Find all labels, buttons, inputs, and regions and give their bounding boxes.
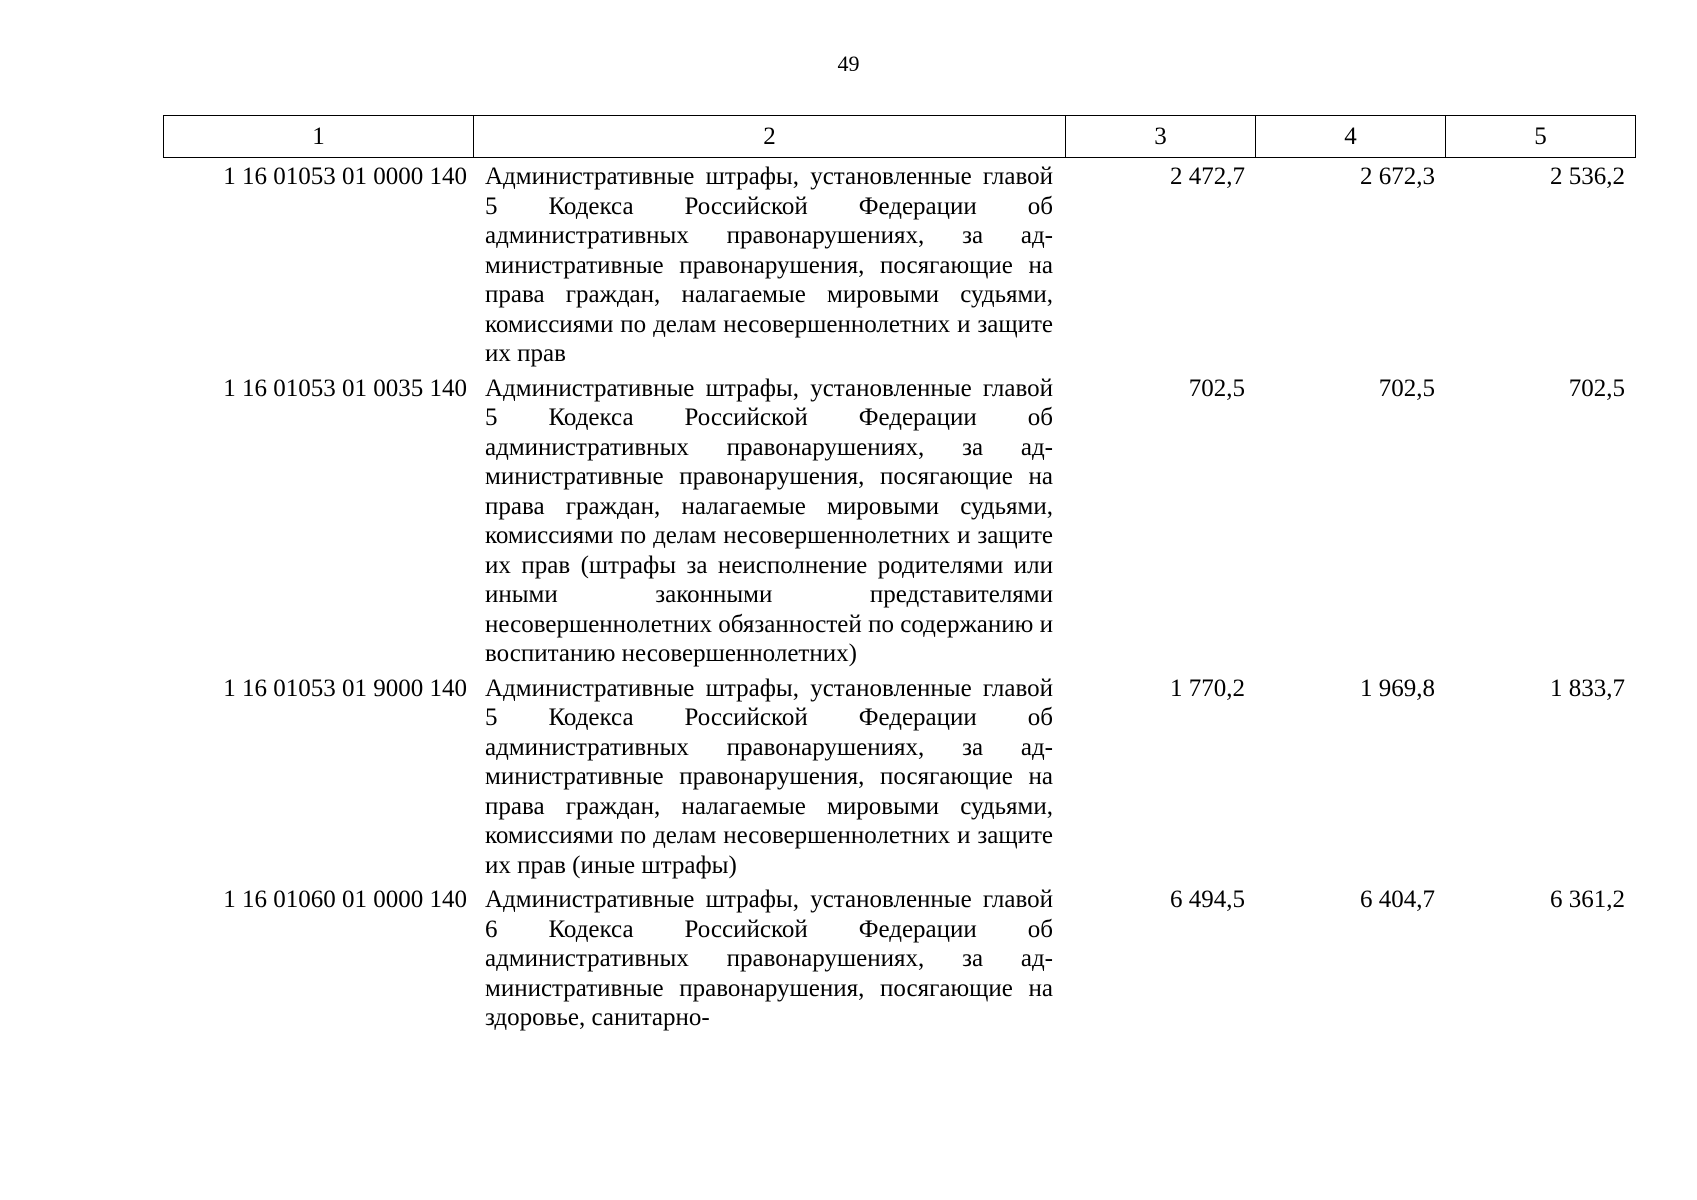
table-row	[163, 885, 1635, 1033]
row-value-col5: 1 833,7	[1550, 674, 1625, 702]
row-description: Административные штрафы, установленные главой 5 Кодекса Российской Федерации об административных правонарушениях, за административные правонарушения, посягающие на права граждан, налагаемые мировыми судьями, комиссиями по делам несовершеннолетних и защите их прав (штрафы за неисполнение родителями или иными законными представителями несовершеннолетних обязанностей по содержанию и воспитанию несовершеннолетних)	[485, 374, 1053, 667]
table-row	[163, 162, 1635, 369]
row-value-col5: 2 536,2	[1550, 163, 1625, 190]
row-code: 1 16 01053 01 0000 140	[223, 163, 467, 190]
row-value-col5: 702,5	[1568, 374, 1625, 402]
header-cell-4: 4	[1256, 116, 1446, 158]
row-value-col3: 6 494,5	[1170, 886, 1245, 913]
row-code: 1 16 01060 01 0000 140	[223, 886, 467, 913]
table-header	[163, 115, 1636, 158]
row-value-col3: 702,5	[1188, 374, 1245, 402]
row-value-col4: 702,5	[1378, 374, 1435, 402]
row-value-col4: 6 404,7	[1360, 886, 1435, 913]
header-cell-2: 2	[474, 116, 1066, 158]
row-code: 1 16 01053 01 9000 140	[223, 674, 467, 702]
row-value-col3: 2 472,7	[1170, 163, 1245, 190]
table-row	[163, 374, 1635, 669]
header-cell-3: 3	[1066, 116, 1256, 158]
row-value-col5: 6 361,2	[1550, 886, 1625, 913]
header-cell-1: 1	[164, 116, 474, 158]
table-row	[163, 674, 1635, 881]
row-value-col3: 1 770,2	[1170, 674, 1245, 702]
row-description: Административные штрафы, установленные главой 6 Кодекса Российской Федерации об административных правонарушениях, за административные правонарушения, посягающие на здоровье, санитарно-	[485, 886, 1053, 1031]
row-code: 1 16 01053 01 0035 140	[223, 374, 467, 402]
row-value-col4: 1 969,8	[1360, 674, 1435, 702]
row-description: Административные штрафы, установленные главой 5 Кодекса Российской Федерации об административных правонарушениях, за административные правонарушения, посягающие на права граждан, налагаемые мировыми судьями, комиссиями по делам несовершеннолетних и защите их прав	[485, 163, 1053, 367]
header-cell-5: 5	[1446, 116, 1636, 158]
row-value-col4: 2 672,3	[1360, 163, 1435, 190]
row-description: Административные штрафы, установленные главой 5 Кодекса Российской Федерации об административных правонарушениях, за административные правонарушения, посягающие на права граждан, налагаемые мировыми судьями, комиссиями по делам несовершеннолетних и защите их прав (иные штрафы)	[485, 674, 1053, 879]
header-row	[164, 116, 1636, 158]
table-body	[163, 162, 1635, 1038]
page-number: 49	[837, 51, 860, 76]
